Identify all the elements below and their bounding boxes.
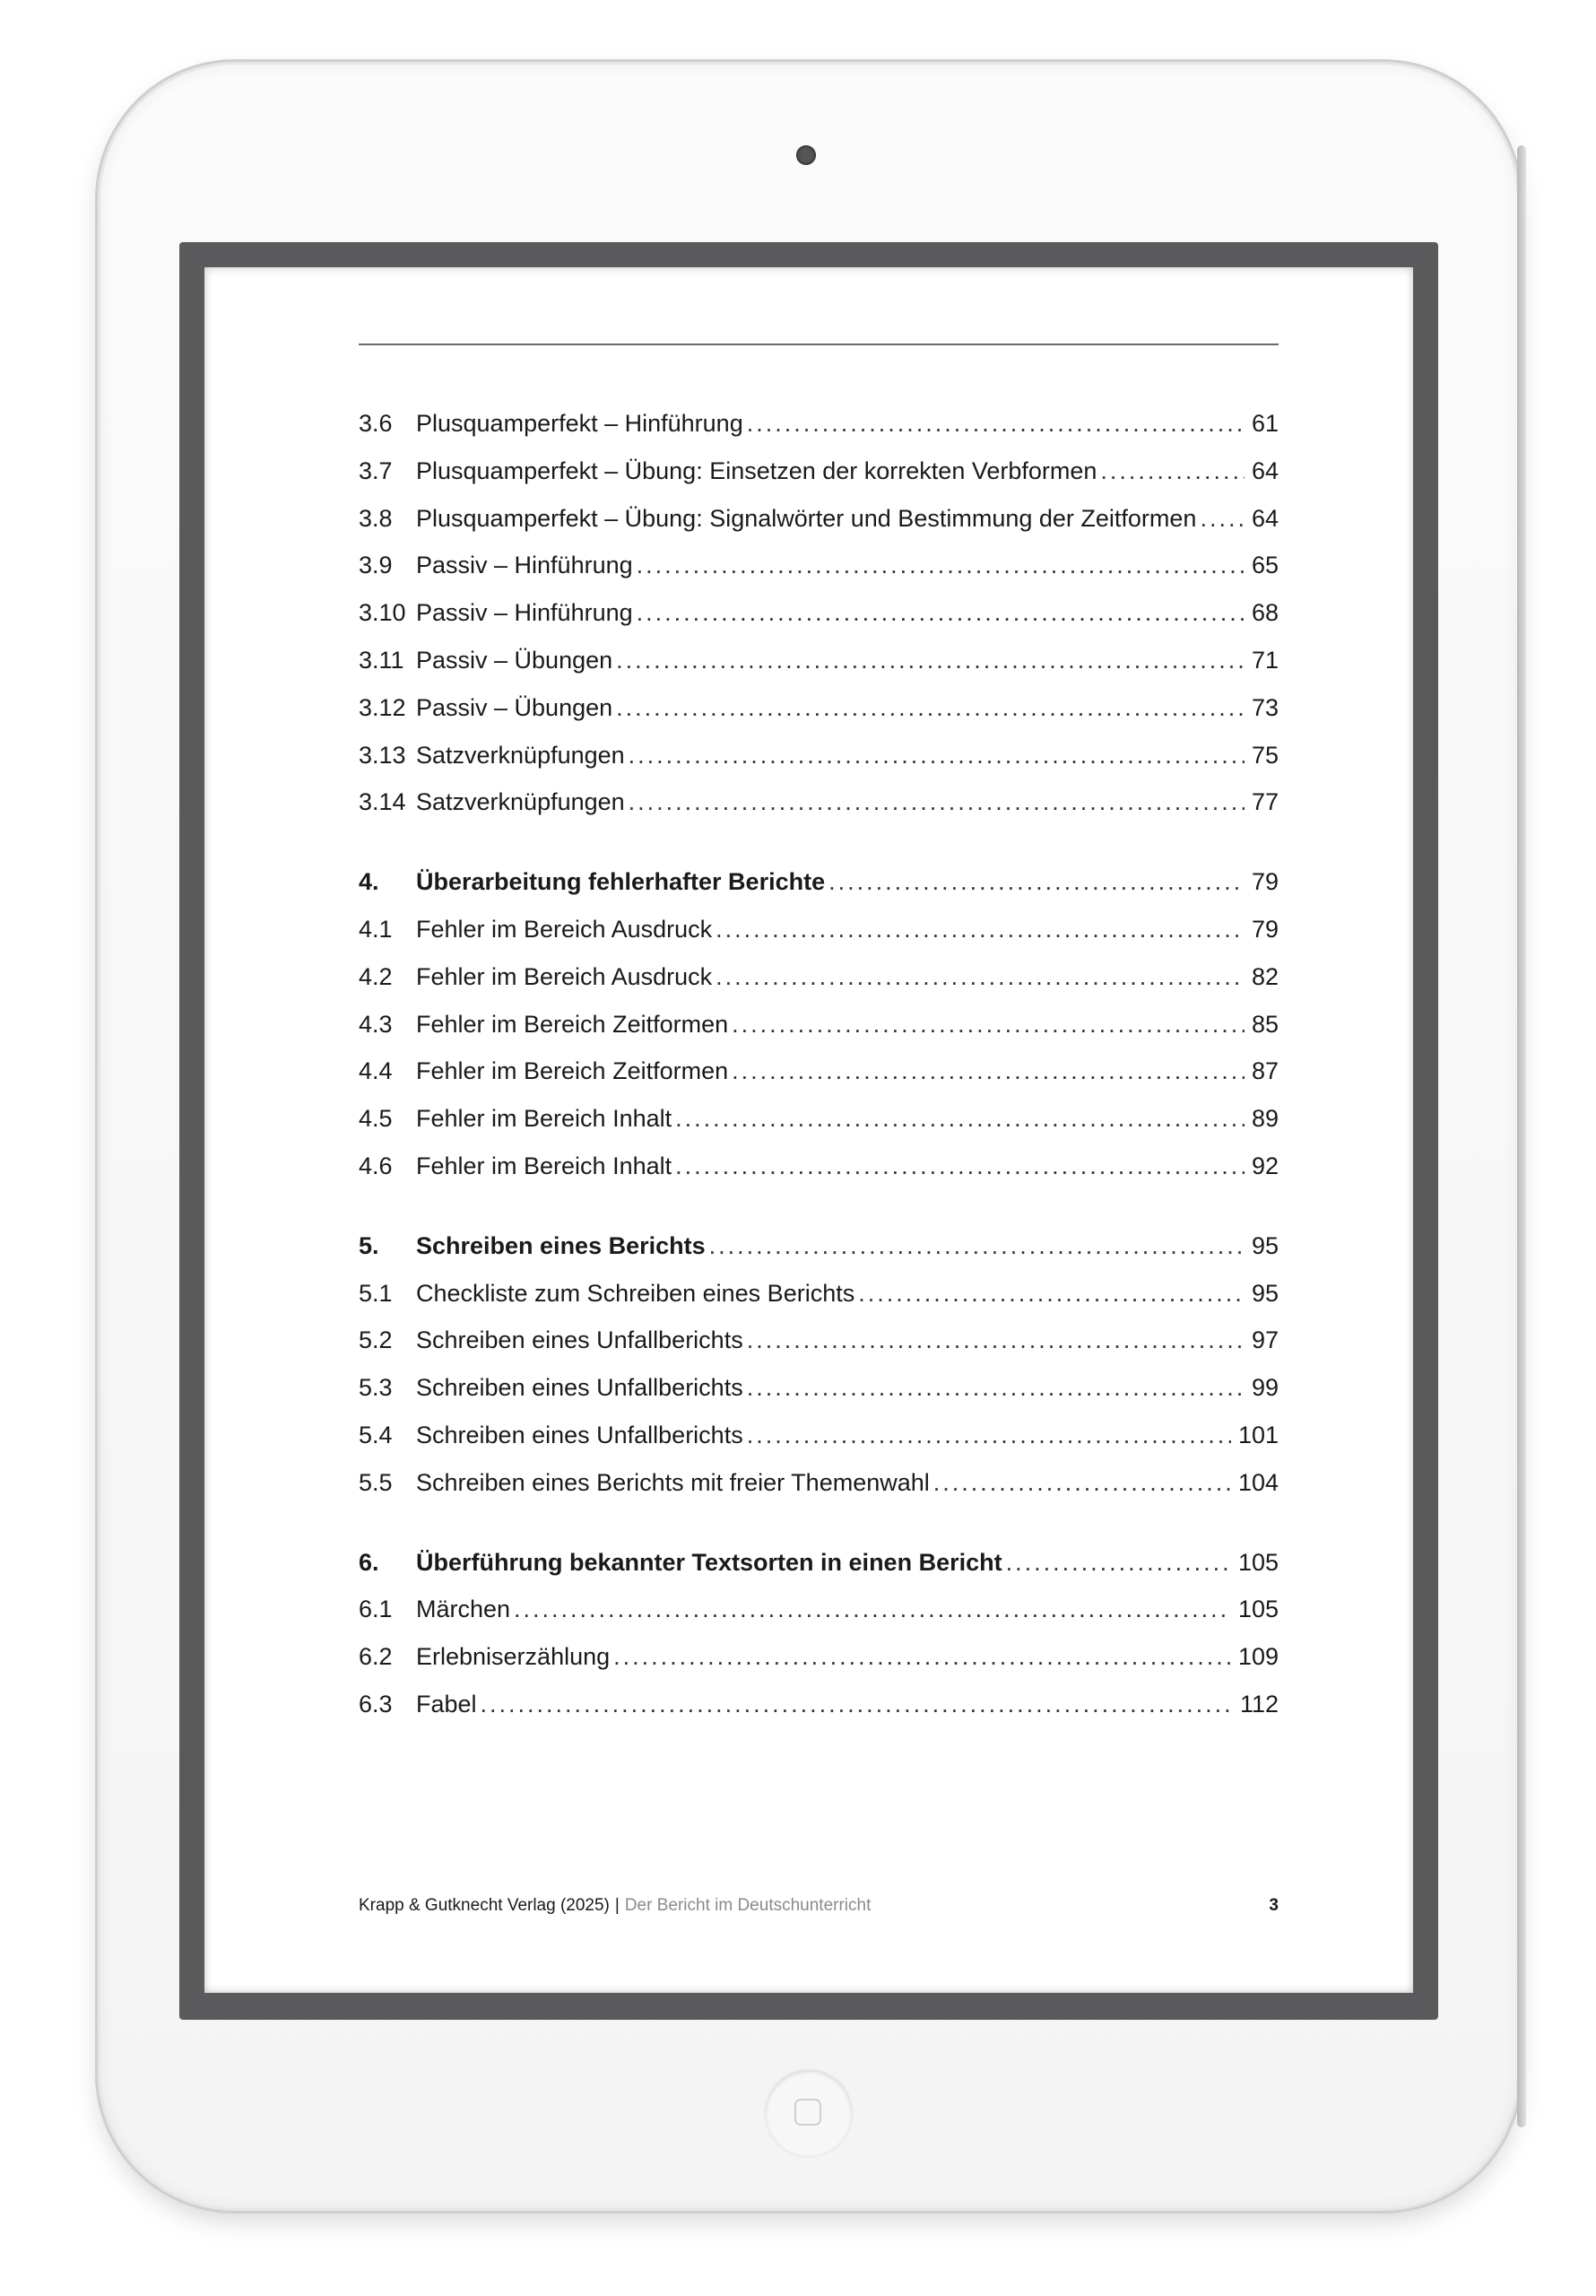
toc-dot-leader <box>1100 448 1245 495</box>
footer-book-title: Der Bericht im Deutschunterricht <box>624 1896 872 1915</box>
toc-number: 5.2 <box>359 1326 393 1354</box>
toc-row[interactable] <box>359 1143 1279 1190</box>
home-square-icon <box>794 2099 821 2126</box>
toc-title: Überarbeitung fehlerhafter Berichte <box>416 868 826 896</box>
toc-number: 3.12 <box>359 693 406 721</box>
toc-page-number: 99 <box>1251 1374 1279 1402</box>
toc-title: Fehler im Bereich Ausdruck <box>416 915 713 943</box>
toc-page-number: 109 <box>1237 1643 1279 1671</box>
toc-dot-leader <box>514 1586 1231 1633</box>
toc-number: 6.2 <box>359 1643 393 1671</box>
toc-title: Erlebniserzählung <box>416 1643 611 1671</box>
toc-row[interactable] <box>359 1459 1279 1507</box>
toc-page-number: 89 <box>1251 1105 1279 1133</box>
toc-number: 4.6 <box>359 1152 393 1179</box>
toc-row[interactable] <box>359 1633 1279 1681</box>
toc-page-number: 79 <box>1251 915 1279 943</box>
toc-title: Passiv – Übungen <box>416 693 613 721</box>
toc-row[interactable] <box>359 1681 1279 1728</box>
toc-number: 4.2 <box>359 962 393 990</box>
toc-title: Märchen <box>416 1596 511 1623</box>
toc-dot-leader <box>481 1681 1233 1728</box>
toc-title: Fehler im Bereich Ausdruck <box>416 962 713 990</box>
toc-dot-leader <box>675 1095 1245 1143</box>
toc-number: 6.3 <box>359 1690 393 1718</box>
toc-page-number: 92 <box>1251 1152 1279 1179</box>
toc-number: 6.1 <box>359 1596 393 1623</box>
toc-page-number: 61 <box>1251 410 1279 437</box>
toc-page-number: 79 <box>1251 868 1279 896</box>
toc-row[interactable] <box>359 495 1279 543</box>
toc-row[interactable] <box>359 1586 1279 1633</box>
page-number: 3 <box>1269 1896 1279 1915</box>
toc-title: Plusquamperfekt – Hinführung <box>416 410 743 437</box>
toc-number: 4.5 <box>359 1105 393 1133</box>
toc-title: Fehler im Bereich Inhalt <box>416 1105 672 1133</box>
toc-row[interactable] <box>359 589 1279 637</box>
toc-page-number: 95 <box>1251 1231 1279 1259</box>
toc-chapter-row[interactable] <box>359 1539 1279 1587</box>
toc-number: 4.3 <box>359 1010 393 1038</box>
toc-dot-leader <box>616 637 1245 684</box>
toc-title: Plusquamperfekt – Übung: Signalwörter und Bestimmung der Zeitformen <box>416 504 1197 532</box>
page-footer <box>359 1896 1279 1916</box>
toc-number: 3.7 <box>359 457 393 484</box>
toc-page-number: 105 <box>1237 1596 1279 1623</box>
screen-bezel <box>179 242 1438 2020</box>
toc-number: 3.10 <box>359 599 406 627</box>
toc-title: Passiv – Hinführung <box>416 599 633 627</box>
toc-title: Fehler im Bereich Inhalt <box>416 1152 672 1179</box>
table-of-contents <box>359 400 1279 1728</box>
toc-dot-leader <box>709 1222 1245 1270</box>
tablet-device <box>100 65 1517 2208</box>
toc-title: Passiv – Hinführung <box>416 552 633 579</box>
toc-page-number: 68 <box>1251 599 1279 627</box>
toc-number: 3.11 <box>359 646 404 674</box>
toc-page-number: 75 <box>1251 741 1279 769</box>
toc-row[interactable] <box>359 1270 1279 1318</box>
toc-title: Schreiben eines Unfallberichts <box>416 1421 743 1448</box>
toc-page-number: 64 <box>1251 504 1279 532</box>
toc-page-number: 97 <box>1251 1326 1279 1354</box>
toc-title: Schreiben eines Berichts <box>416 1231 706 1259</box>
toc-number: 5.1 <box>359 1279 393 1307</box>
toc-number: 3.13 <box>359 741 406 769</box>
toc-dot-leader <box>858 1270 1245 1318</box>
toc-title: Checkliste zum Schreiben eines Berichts <box>416 1279 855 1307</box>
toc-number: 5. <box>359 1231 379 1259</box>
toc-dot-leader <box>747 400 1245 448</box>
document-page[interactable] <box>204 267 1413 1993</box>
toc-dot-leader <box>616 684 1245 732</box>
toc-dot-leader <box>732 1048 1245 1095</box>
toc-dot-leader <box>933 1459 1231 1507</box>
toc-row[interactable] <box>359 732 1279 779</box>
front-camera <box>796 145 816 165</box>
toc-number: 5.5 <box>359 1468 393 1496</box>
toc-page-number: 65 <box>1251 552 1279 579</box>
toc-page-number: 64 <box>1251 457 1279 484</box>
toc-row[interactable] <box>359 953 1279 1001</box>
toc-dot-leader <box>613 1633 1231 1681</box>
toc-page-number: 104 <box>1237 1468 1279 1496</box>
toc-title: Satzverknüpfungen <box>416 741 625 769</box>
toc-title: Fabel <box>416 1690 477 1718</box>
toc-title: Schreiben eines Berichts mit freier Themenwahl <box>416 1468 930 1496</box>
toc-row[interactable] <box>359 1317 1279 1364</box>
toc-row[interactable] <box>359 400 1279 448</box>
toc-page-number: 85 <box>1251 1010 1279 1038</box>
toc-row[interactable] <box>359 906 1279 953</box>
toc-row[interactable] <box>359 684 1279 732</box>
toc-chapter-row[interactable] <box>359 858 1279 906</box>
toc-dot-leader <box>1200 495 1245 543</box>
toc-title: Fehler im Bereich Zeitformen <box>416 1057 729 1085</box>
toc-row[interactable] <box>359 637 1279 684</box>
toc-dot-leader <box>828 858 1245 906</box>
toc-row[interactable] <box>359 1364 1279 1412</box>
toc-number: 3.6 <box>359 410 393 437</box>
toc-title: Schreiben eines Unfallberichts <box>416 1374 743 1402</box>
toc-page-number: 105 <box>1237 1548 1279 1576</box>
toc-page-number: 95 <box>1251 1279 1279 1307</box>
footer-separator: | <box>614 1896 620 1915</box>
toc-dot-leader <box>747 1317 1245 1364</box>
toc-title: Schreiben eines Unfallberichts <box>416 1326 743 1354</box>
toc-number: 3.8 <box>359 504 393 532</box>
toc-row[interactable] <box>359 448 1279 495</box>
toc-title: Passiv – Übungen <box>416 646 613 674</box>
toc-page-number: 73 <box>1251 693 1279 721</box>
toc-page-number: 87 <box>1251 1057 1279 1085</box>
toc-number: 4.1 <box>359 915 393 943</box>
header-rule <box>359 344 1279 345</box>
toc-number: 4.4 <box>359 1057 393 1085</box>
toc-row[interactable] <box>359 542 1279 589</box>
toc-page-number: 112 <box>1239 1690 1279 1718</box>
toc-dot-leader <box>637 542 1245 589</box>
toc-row[interactable] <box>359 1095 1279 1143</box>
toc-title: Überführung bekannter Textsorten in einen Bericht <box>416 1548 1002 1576</box>
toc-page-number: 101 <box>1237 1421 1279 1448</box>
toc-number: 5.3 <box>359 1374 393 1402</box>
toc-dot-leader <box>629 732 1245 779</box>
toc-dot-leader <box>1006 1539 1231 1587</box>
toc-dot-leader <box>716 906 1245 953</box>
toc-page-number: 82 <box>1251 962 1279 990</box>
footer-publisher: Krapp & Gutknecht Verlag (2025) <box>359 1896 610 1915</box>
toc-title: Satzverknüpfungen <box>416 788 625 816</box>
toc-page-number: 77 <box>1251 788 1279 816</box>
toc-row[interactable] <box>359 1001 1279 1048</box>
toc-dot-leader <box>675 1143 1245 1190</box>
toc-dot-leader <box>716 953 1245 1001</box>
toc-row[interactable] <box>359 778 1279 826</box>
toc-dot-leader <box>637 589 1245 637</box>
toc-title: Fehler im Bereich Zeitformen <box>416 1010 729 1038</box>
toc-dot-leader <box>747 1412 1231 1459</box>
toc-number: 3.14 <box>359 788 406 816</box>
toc-page-number: 71 <box>1251 646 1279 674</box>
toc-number: 5.4 <box>359 1421 393 1448</box>
toc-number: 3.9 <box>359 552 393 579</box>
toc-row[interactable] <box>359 1048 1279 1095</box>
toc-dot-leader <box>732 1001 1245 1048</box>
toc-number: 4. <box>359 868 379 896</box>
toc-chapter-row[interactable] <box>359 1222 1279 1270</box>
toc-row[interactable] <box>359 1412 1279 1459</box>
toc-title: Plusquamperfekt – Übung: Einsetzen der korrekten Verbformen <box>416 457 1097 484</box>
home-button[interactable] <box>766 2070 852 2156</box>
toc-dot-leader <box>629 778 1245 826</box>
toc-dot-leader <box>747 1364 1245 1412</box>
toc-number: 6. <box>359 1548 379 1576</box>
